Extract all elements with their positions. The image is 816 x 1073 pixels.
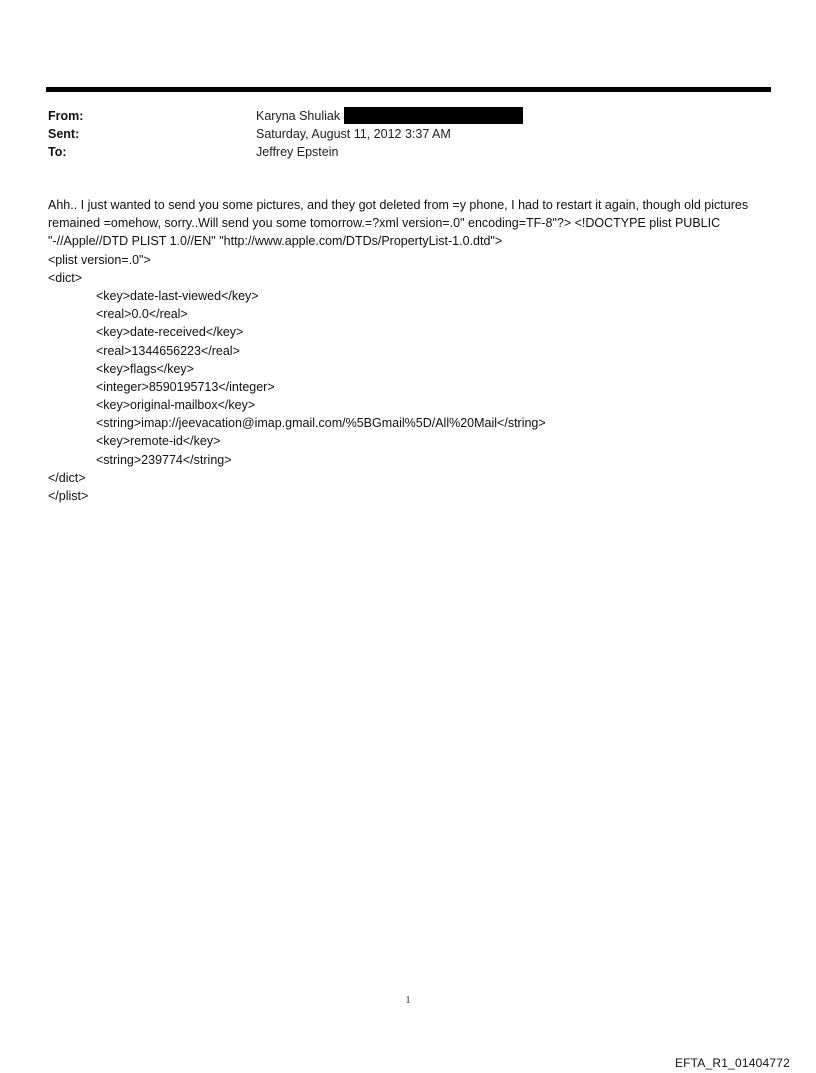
plist-entry: <key>remote-id</key>	[96, 434, 221, 449]
plist-entry: <string>239774</string>	[96, 452, 232, 467]
dict-open-tag: <dict>	[48, 270, 83, 285]
sent-row	[48, 125, 768, 143]
message-paragraph: Ahh.. I just wanted to send you some pictures, and they got deleted from =y phone, I had to restart it again, though old pictures remained =omehow, sorry..Will send you some tomorrow.=?xml version=.0" encoding=TF-8"?> <!DOCTYPE plist PUBLIC "-//Apple//DTD PLIST 1.0//EN" "http://www.apple.com/DTDs/PropertyList-1.0.dtd">	[48, 198, 749, 249]
document-id: EFTA_R1_01404772	[674, 1056, 790, 1070]
from-row	[48, 107, 768, 125]
sent-label: Sent:	[48, 127, 80, 141]
to-row	[48, 143, 768, 161]
plist-entry: <key>date-last-viewed</key>	[96, 288, 259, 303]
plist-entry: <key>flags</key>	[96, 361, 194, 376]
email-body	[48, 196, 773, 505]
plist-entry: <real>1344656223</real>	[96, 343, 240, 358]
plist-entry: <real>0.0</real>	[96, 307, 188, 322]
from-value: Karyna Shuliak	[256, 109, 341, 123]
sent-value: Saturday, August 11, 2012 3:37 AM	[256, 127, 451, 141]
header-divider	[46, 87, 771, 92]
plist-entry: <key>date-received</key>	[96, 325, 244, 340]
plist-entry: <string>imap://jeevacation@imap.gmail.com/%5BGmail%5D/All%20Mail</string>	[96, 416, 546, 431]
plist-close-tag: </plist>	[48, 489, 89, 504]
plist-entry: <key>original-mailbox</key>	[96, 398, 256, 413]
dict-close-tag: </dict>	[48, 470, 86, 485]
plist-open-tag: <plist version=.0">	[48, 252, 151, 267]
to-label: To:	[48, 145, 67, 159]
from-value-wrap	[256, 107, 523, 125]
from-label: From:	[48, 109, 84, 123]
page-number: 1	[405, 995, 411, 1006]
redaction-box	[344, 107, 523, 124]
plist-entry: <integer>8590195713</integer>	[96, 379, 275, 394]
to-value: Jeffrey Epstein	[256, 145, 339, 159]
